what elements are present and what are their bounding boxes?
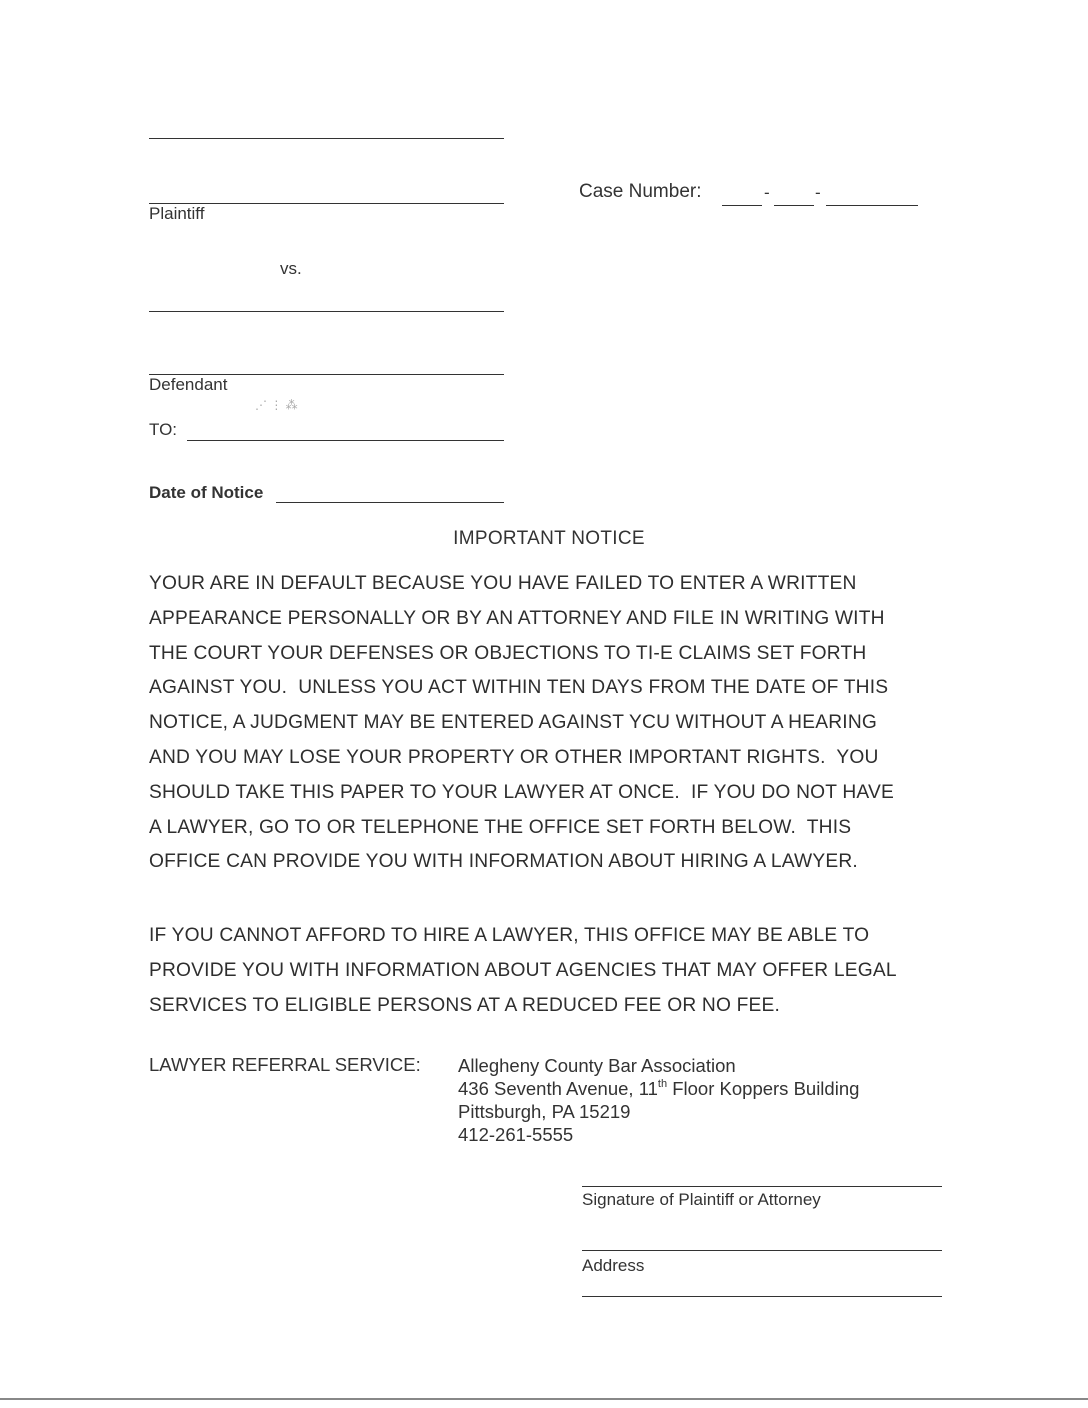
signature-line[interactable]: [582, 1186, 942, 1187]
paragraph-1-line-8: A LAWYER, GO TO OR TELEPHONE THE OFFICE SET FORTH BELOW. THIS: [149, 816, 852, 838]
address-line-1[interactable]: [582, 1250, 942, 1251]
to-line[interactable]: [187, 440, 504, 441]
address-label: Address: [582, 1256, 645, 1275]
plaintiff-label: Plaintiff: [149, 204, 205, 223]
defendant-name-line-1[interactable]: [149, 311, 504, 312]
referral-street-main: 436 Seventh Avenue, 11: [458, 1078, 658, 1099]
vs-label: vs.: [280, 259, 302, 278]
paragraph-2-line-1: IF YOU CANNOT AFFORD TO HIRE A LAWYER, THIS OFFICE MAY BE ABLE TO: [149, 925, 870, 946]
address-line-2[interactable]: [582, 1296, 942, 1297]
referral-street: [458, 1077, 859, 1100]
case-number-label: Case Number:: [579, 181, 702, 202]
date-of-notice-label: Date of Notice: [149, 483, 264, 502]
scan-speck: ⋰ ⋮ ⁂: [255, 398, 298, 412]
paragraph-1-line-1: YOUR ARE IN DEFAULT BECAUSE YOU HAVE FAILED TO ENTER A WRITTEN: [149, 573, 857, 594]
scan-bottom-edge: [0, 1398, 1088, 1400]
paragraph-1-line-2: APPEARANCE PERSONALLY OR BY AN ATTORNEY AND FILE IN WRITING WITH: [149, 607, 885, 629]
case-number-part-2-line[interactable]: [774, 205, 814, 206]
paragraph-1-line-5: NOTICE, A JUDGMENT MAY BE ENTERED AGAINST YCU WITHOUT A HEARING: [149, 712, 877, 734]
date-of-notice-line[interactable]: [276, 502, 504, 503]
case-number-dash-2: -: [815, 183, 821, 202]
notice-paragraph-2: [149, 919, 969, 1023]
paragraph-1-line-9: OFFICE CAN PROVIDE YOU WITH INFORMATION ABOUT HIRING A LAWYER.: [149, 851, 858, 873]
paragraph-1-line-4: AGAINST YOU. UNLESS YOU ACT WITHIN TEN DAYS FROM THE DATE OF THIS: [149, 677, 889, 699]
lawyer-referral-label: LAWYER REFERRAL SERVICE:: [149, 1054, 421, 1075]
notice-paragraph-1: [149, 567, 969, 880]
paragraph-1-line-7: SHOULD TAKE THIS PAPER TO YOUR LAWYER AT ONCE. IF YOU DO NOT HAVE: [149, 781, 894, 803]
referral-city-state-zip: Pittsburgh, PA 15219: [458, 1101, 631, 1122]
paragraph-1-line-3: THE COURT YOUR DEFENSES OR OBJECTIONS TO TI-E CLAIMS SET FORTH: [149, 642, 867, 664]
caption-blank-line-1[interactable]: [149, 138, 504, 139]
referral-organization: Allegheny County Bar Association: [458, 1055, 736, 1076]
notice-title: IMPORTANT NOTICE: [453, 528, 645, 549]
referral-street-sup: th: [657, 1078, 668, 1090]
case-number-part-1-line[interactable]: [722, 205, 762, 206]
referral-phone: 412-261-5555: [458, 1124, 574, 1145]
signature-label: Signature of Plaintiff or Attorney: [582, 1190, 821, 1209]
paragraph-2-line-2: PROVIDE YOU WITH INFORMATION ABOUT AGENCIES THAT MAY OFFER LEGAL: [149, 959, 897, 981]
paragraph-2-line-3: SERVICES TO ELIGIBLE PERSONS AT A REDUCED FEE OR NO FEE.: [149, 994, 781, 1016]
referral-address-block: [458, 1054, 859, 1146]
to-label: TO:: [149, 420, 178, 439]
referral-street-rest: Floor Koppers Building: [667, 1078, 860, 1099]
case-number-dash-1: -: [764, 183, 770, 202]
case-number-part-3-line[interactable]: [826, 205, 918, 206]
paragraph-1-line-6: AND YOU MAY LOSE YOUR PROPERTY OR OTHER IMPORTANT RIGHTS. YOU: [149, 746, 879, 768]
defendant-label: Defendant: [149, 375, 228, 394]
